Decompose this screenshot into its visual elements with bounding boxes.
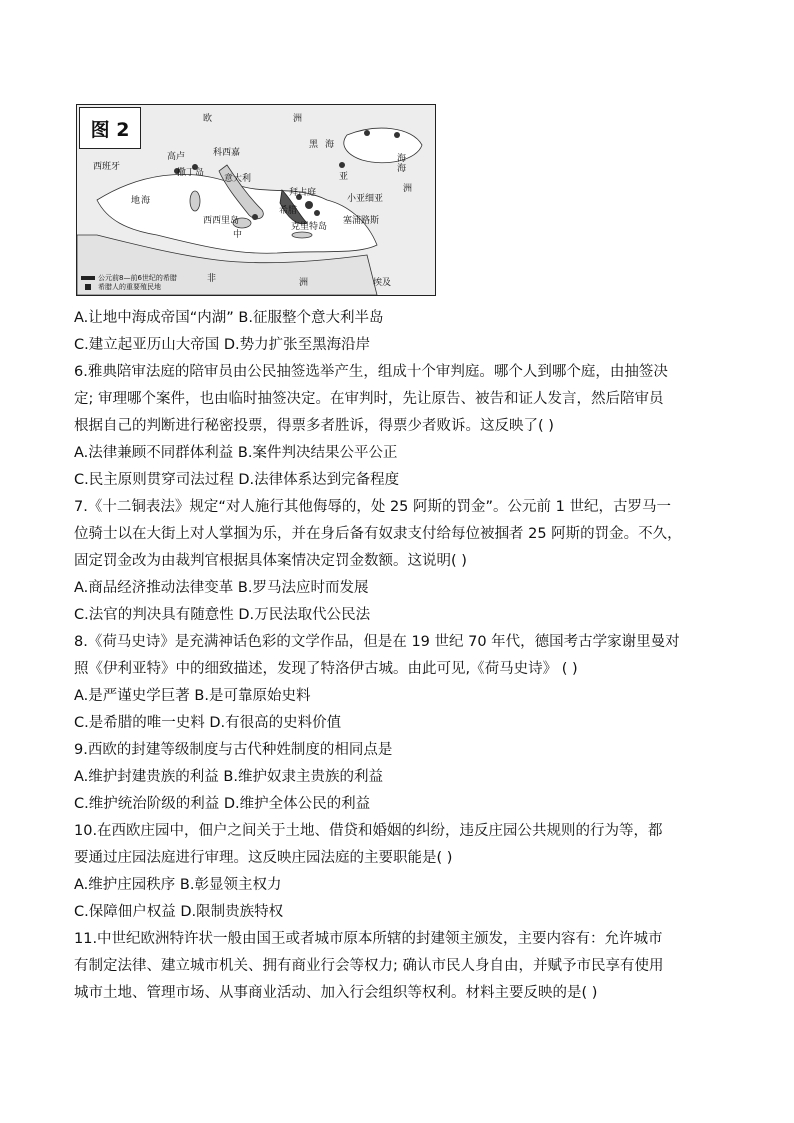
- map-label-sardinia: 撒丁岛: [177, 168, 205, 178]
- map-label-gaul: 高卢: [167, 152, 186, 162]
- question-6-line: 根据自己的判断进行秘密投票，得票多者胜诉，得票少者败诉。这反映了( ): [74, 418, 554, 434]
- figure-tag: 图 2: [79, 107, 141, 149]
- question-6-line: 定; 审理哪个案件，也由临时抽签决定。在审判时，先让原告、被告和证人发言，然后陪审员: [74, 391, 664, 407]
- map-label-sea-3: 海: [397, 154, 407, 164]
- map-label-asia-1: 亚: [339, 172, 349, 182]
- question-11-line: 11.中世纪欧洲特许状一般由国王或者城市原本所辖的封建领主颁发，主要内容有：允许城市: [74, 931, 663, 947]
- legend-item-greece: [81, 274, 177, 283]
- map-label-asia-2: 洲: [403, 184, 413, 194]
- question-7-line: 位骑士以在大街上对人掌掴为乐，并在身后备有奴隶支付给每位被掴者 25 阿斯的罚金。不久，: [74, 526, 682, 542]
- question-7-line: 固定罚金改为由裁判官根据具体案情决定罚金数额。这说明( ): [74, 553, 467, 569]
- map-label-africa-2: 洲: [299, 278, 309, 288]
- map-label-asia-minor: 小亚细亚: [347, 194, 384, 204]
- map-label-africa-1: 非: [207, 274, 217, 284]
- legend-swatch-line: [81, 276, 95, 280]
- question-10-line: 要通过庄园法庭进行审理。这反映庄园法庭的主要职能是( ): [74, 850, 453, 866]
- option-line: C.民主原则贯穿司法过程 D.法律体系达到完备程度: [74, 472, 400, 488]
- option-line: A.让地中海成帝国“内湖” B.征服整个意大利半岛: [74, 310, 384, 326]
- map-label-sea-2: 海: [325, 140, 335, 150]
- option-line: C.是希腊的唯一史料 D.有很高的史料价值: [74, 715, 342, 731]
- map-label-sea-1: 黑: [309, 140, 319, 150]
- option-line: A.法律兼顾不同群体利益 B.案件判决结果公平公正: [74, 445, 398, 461]
- legend-item-colonies: [81, 283, 177, 292]
- option-line: A.维护封建贵族的利益 B.维护奴隶主贵族的利益: [74, 769, 383, 785]
- map-legend: [81, 274, 177, 292]
- question-7-line: 7.《十二铜表法》规定“对人施行其他侮辱的，处 25 阿斯的罚金”。公元前 1 世纪，古罗马一: [74, 499, 671, 515]
- map-label-crete: 克里特岛: [291, 222, 328, 232]
- map-label-island-1: 地: [131, 196, 141, 206]
- question-10-line: 10.在西欧庄园中，佃户之间关于土地、借贷和婚姻的纠纷，违反庄园公共规则的行为等，都: [74, 823, 663, 839]
- question-9-line: 9.西欧的封建等级制度与古代种姓制度的相同点是: [74, 742, 393, 758]
- legend-swatch-dot: [85, 284, 91, 290]
- mediterranean-map-figure: [76, 104, 436, 296]
- map-label-byzantium: 拜占庭: [289, 188, 317, 198]
- map-label-europe-2: 洲: [293, 114, 303, 124]
- map-label-egypt: 埃及: [373, 278, 392, 288]
- legend-text-2: 希腊人的重要殖民地: [98, 283, 161, 291]
- map-label-island-2: 海: [141, 196, 151, 206]
- question-8-line: 8.《荷马史诗》是充满神话色彩的文学作品，但是在 19 世纪 70 年代，德国考古学家谢里曼对: [74, 634, 680, 650]
- map-label-italy: 意大利: [224, 174, 252, 184]
- option-line: A.商品经济推动法律变革 B.罗马法应时而发展: [74, 580, 369, 596]
- map-label-europe-1: 欧: [203, 114, 213, 124]
- option-line: C.建立起亚历山大帝国 D.势力扩张至黑海沿岸: [74, 337, 371, 353]
- option-line: A.是严谨史学巨著 B.是可靠原始史料: [74, 688, 311, 704]
- option-line: C.保障佃户权益 D.限制贵族特权: [74, 904, 284, 920]
- map-label-sea-4: 海: [397, 164, 407, 174]
- map-label-greece: 希腊: [279, 206, 298, 216]
- map-label-corsica: 科西嘉: [213, 148, 241, 158]
- question-11-line: 城市土地、管理市场、从事商业活动、加入行会组织等权利。材料主要反映的是( ): [74, 985, 598, 1001]
- map-label-sicily: 西西里岛: [203, 216, 240, 226]
- question-11-line: 有制定法律、建立城市机关、拥有商业行会等权力; 确认市民人身自由，并赋予市民享有使用: [74, 958, 664, 974]
- map-label-spain: 西班牙: [93, 162, 121, 172]
- option-line: C.维护统治阶级的利益 D.维护全体公民的利益: [74, 796, 371, 812]
- legend-text-1: 公元前8—前6世纪的希腊: [98, 274, 177, 282]
- option-line: C.法官的判决具有随意性 D.万民法取代公民法: [74, 607, 371, 623]
- map-label-cyprus: 塞浦路斯: [343, 216, 380, 226]
- map-label-zhong: 中: [233, 230, 243, 240]
- question-6-line: 6.雅典陪审法庭的陪审员由公民抽签选举产生，组成十个审判庭。哪个人到哪个庭，由抽签决: [74, 364, 668, 380]
- option-line: A.维护庄园秩序 B.彰显领主权力: [74, 877, 282, 893]
- question-8-line: 照《伊利亚特》中的细致描述，发现了特洛伊古城。由此可见,《荷马史诗》 ( ): [74, 661, 578, 677]
